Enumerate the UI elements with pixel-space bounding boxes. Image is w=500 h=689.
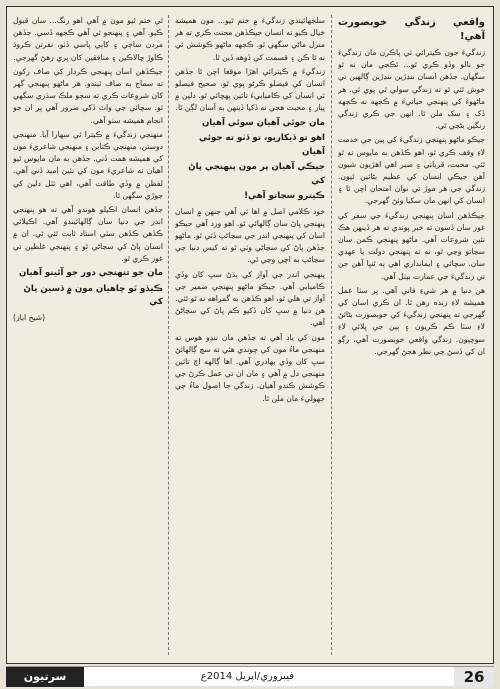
verse-line: اهو تو ڏيکاريو، تو ڏٺو ته جوئي آهيان	[199, 133, 325, 157]
paragraph: هن دنيا ۾ هر شيءِ فاني آهي. پر سٺا عمل هميشه لاءِ زنده رهن ٿا. ان ڪري اسان کي گهرجي ته پنهنجي زندگيءَ کي خوبصورت بڻائڻ لاءِ سٺا ڪم ڪريون ۽ ٻين جي ڀلائي لاءِ سوچيون. زندگي واقعي خوبصورت آهي، رڳو ان کي ڏسڻ جي نظر هجڻ گهرجي.	[338, 285, 485, 356]
verse-line: ڪيڏو ٿو چاهيان مون ۾ ڏسين پاڻ کي	[23, 283, 163, 308]
paragraph: پنهنجي اندر جي آواز کي ٻڌڻ سڀ کان وڏي ڪاميابي آهي. جيڪو ماڻهو پنهنجي ضمير جي آواز تي هلي ٿو، اهو ڪڏهن به گمراهه نه ٿو ٿئي. هن دنيا ۾ سڀ کان ڏکيو ڪم پاڻ کي سڃاڻڻ آهي.	[175, 269, 325, 328]
paragraph: منهنجي زندگيءَ ۾ ڪيترا ئي سهارا آيا. منهنجي دوستن، منهنجي ڪتابن ۽ منهنجي شاعريءَ مون کي هميشه همت ڏني. جڏهن به مان مايوس ٿيو آهيان ته شاعريءَ مون کي نئين اميد ڏني آهي. لفظن ۾ وڏي طاقت آهي، اهي ٽٽل دلين کي جوڙي سگهن ٿا.	[13, 129, 163, 200]
paragraph: جڏهن انسان اڪيلو هوندو آهي ته هو پنهنجي اندر جي دنيا سان ڳالهائيندو آهي. اڪيلائي ڪڏهن ڪڏهن سٺي استاد ثابت ٿئي ٿي. ان ۾ انسان پاڻ کي سڃاڻي ٿو ۽ پنهنجي غلطين تي غور ڪري ٿو.	[13, 205, 163, 263]
article-column-right	[338, 15, 485, 655]
poem-couplet	[175, 117, 325, 204]
column-divider	[331, 15, 332, 655]
poem-couplet	[13, 267, 163, 310]
magazine-name: سرتيون	[6, 667, 84, 687]
paragraph: جيڪو ماڻهو پنهنجي زندگيءَ کي ٻين جي خدمت لاءِ وقف ڪري ٿو، اهو ڪڏهن به مايوس نه ٿو ٿئي. محبت، قرباني ۽ صبر اهي اهڙيون شيون آهن جيڪي انسان کي عظيم بڻائين ٿيون. زندگي جي هر موڙ تي نوان امتحان اچن ٿا ۽ انسان کي انهن مان سکيا وٺڻ گهرجي.	[338, 135, 485, 206]
verse-line: مان جوئي آهيان سوئي آهيان	[201, 117, 325, 128]
paragraph: ٿي ختم ٿيو مون ۾ آهي اهو رنگ... سان قبول ڪيو. آهي ۽ پنهنجو ئي آهي ڪجهه ڏسي. جڏهن مردن ساڄي ۽ کاٻي پاسي ڏٺو، نفرتن ڪروڌ ڪاوڙ چالاڪين ۽ منافقين کان پري رهڻ گهرجي.	[13, 16, 163, 62]
paragraph: مون کي ياد آهي ته جڏهن مان ننڍو هوس ته منهنجي ماءُ مون کي چوندي هئي ته سچ ڳالهائڻ سڀ کان وڏي بهادري آهي. اها ڳالهه اڄ تائين منهنجي دل ۾ آهي ۽ مان ان تي عمل ڪرڻ جي ڪوشش ڪندو آهيان. زندگي جا اصول ماءُ جي جهوليءَ مان ملن ٿا.	[175, 332, 325, 403]
magazine-page	[6, 6, 494, 664]
column-divider	[168, 15, 169, 655]
verse-line: ڪيترو سڃاتو آهي!	[244, 191, 325, 202]
paragraph: خود ڪلامي اصل ۾ اها ئي آهي جنهن ۾ انسان پنهنجي پاڻ سان ڳالهائي ٿو. اهو ورد آهي جيڪو اسان کي پنهنجي اندر جي سڃاڻپ ڏئي ٿو. ماڻهو جڏهن پاڻ کي سڃاڻي وٺي ٿو ته کيس دنيا جي سڃاڻپ به اچي وڃي ٿي.	[175, 206, 325, 265]
page-number: 26	[454, 667, 494, 687]
article-heading: واقعي زندگي خوبصورت آهي!	[338, 17, 485, 42]
article-column-left	[13, 15, 163, 655]
verse-line: جيڪي آهيان پر مون پنهنجي پاڻ کي	[188, 162, 325, 186]
paragraph: سلجهائيندي زندگيءَ ۾ ختم ٿيو... مون هميشه خيال ڪيو ته انسان جيڪڏهن محنت ڪري ته هر منزل ماڻي سگهي ٿو. ڪجهه ماڻهو ڪوشش ئي نه ٿا ڪن ۽ قسمت کي ڏوهه ڏين ٿا.	[175, 16, 325, 62]
paragraph: جيڪڏهن اسان پنهنجي ڪردار کي صاف رکون ته سماج به صاف ٿيندو. هر ماڻهو پنهنجي گهر کان شروعات ڪري ته سڄو ملڪ سڌري سگهي ٿو. سچائي جي واٽ ڏکي ضرور آهي پر ان جو انجام هميشه سٺو آهي.	[13, 66, 163, 125]
paragraph: زندگيءَ جون ڪيترائي ئي پاڪرن مان زندگيءَ جو نالو وڏو ڪري ٿو... ٿڪجي مان نه ٿو سگهان. جڏهن انسان ننڍڙين ننڍڙين ڳالهين تي خوش ٿئي ٿو ته زندگي سولي ٿي پوي ٿي. هر ماڻهوءَ کي پنهنجي حياتيءَ ۾ ڪجهه نه ڪجهه ڏک ۽ سک ملن ٿا. انهن جي ڪري زندگي رنگين بڻجي ٿي.	[338, 48, 485, 131]
paragraph: جيڪڏهن اسان پنهنجي زندگيءَ جي سفر کي غور سان ڏسون ته خبر پوندي ته هر ڏينهن هڪ نئين شروعات آهي. ماڻهو پنهنجي ڪمن سان سڃاتو وڃي ٿو، نه ته پنهنجي دولت يا عهدي سان. سچائي ۽ ايمانداري اهي ٻه ٿنڀا آهن جن تي زندگيءَ جي عمارت بيٺل آهي.	[338, 210, 485, 281]
issue-date: فيبروري/اپريل 2014ع	[200, 671, 294, 682]
verse-line: مان جو تنهنجي دور جو آئينو آهيان	[18, 268, 163, 279]
page-footer	[6, 666, 494, 686]
poet-signature: (شيخ اياز)	[13, 312, 46, 322]
paragraph: زندگيءَ ۾ ڪيترائي اهڙا موقعا اچن ٿا جڏهن انسان کي فيصلو ڪرڻو پوي ٿو. صحيح فيصلو ئي انسان کي ڪاميابيءَ تائين پهچائي ٿو. دلين ۾ پيار ۽ محبت هجي ته ڏکيا ڏينهن به آسان لڳن ٿا.	[175, 66, 325, 113]
article-column-middle	[175, 15, 325, 655]
